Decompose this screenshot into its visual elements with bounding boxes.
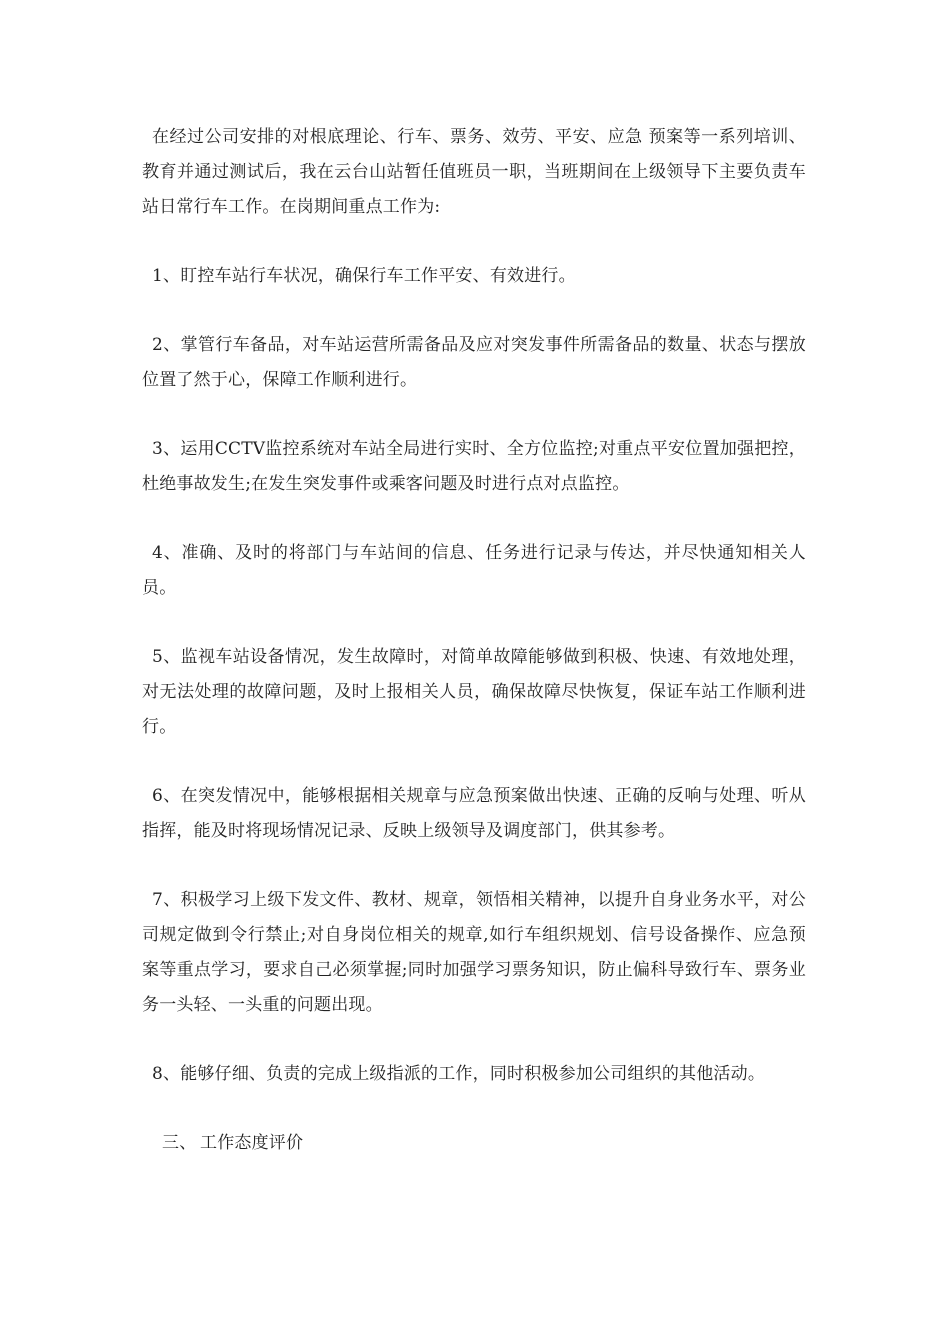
duty-item-7: 7、积极学习上级下发文件、教材、规章，领悟相关精神，以提升自身业务水平，对公司规定做到令行禁止;对自身岗位相关的规章,如行车组织规划、信号设备操作、应急预案等重点学习，要求自己必须掌握;同时加强学习票务知识，防止偏科导致行车、票务业务一头轻、一头重的问题出现。 xyxy=(142,890,806,1015)
duty-item-3: 3、运用CCTV监控系统对车站全局进行实时、全方位监控;对重点平安位置加强把控，杜绝事故发生;在发生突发事件或乘客问题及时进行点对点监控。 xyxy=(142,439,806,494)
duty-item-8: 8、能够仔细、负责的完成上级指派的工作，同时积极参加公司组织的其他活动。 xyxy=(152,1064,766,1084)
duty-item-1: 1、盯控车站行车状况，确保行车工作平安、有效进行。 xyxy=(152,266,576,286)
duty-item-2: 2、掌管行车备品，对车站运营所需备品及应对突发事件所需备品的数量、状态与摆放位置了然于心，保障工作顺利进行。 xyxy=(142,335,806,390)
intro-paragraph: 在经过公司安排的对根底理论、行车、票务、效劳、平安、应急 预案等一系列培训、教育并通过测试后，我在云台山站暂任值班员一职，当班期间在上级领导下主要负责车站日常行车工作。在岗期间重点工作为: xyxy=(142,127,806,217)
section-title: 工作态度评价 xyxy=(200,1133,304,1153)
duty-item-6: 6、在突发情况中，能够根据相关规章与应急预案做出快速、正确的反响与处理、听从指挥，能及时将现场情况记录、反映上级领导及调度部门，供其参考。 xyxy=(142,786,806,841)
duty-item-5: 5、监视车站设备情况，发生故障时，对简单故障能够做到积极、快速、有效地处理，对无法处理的故障问题，及时上报相关人员，确保故障尽快恢复，保证车站工作顺利进行。 xyxy=(142,647,806,737)
duty-item-4: 4、准确、及时的将部门与车站间的信息、任务进行记录与传达，并尽快通知相关人员。 xyxy=(142,543,806,598)
section-heading xyxy=(142,1126,806,1161)
section-number: 三、 xyxy=(162,1133,197,1153)
document-body xyxy=(142,120,806,1195)
